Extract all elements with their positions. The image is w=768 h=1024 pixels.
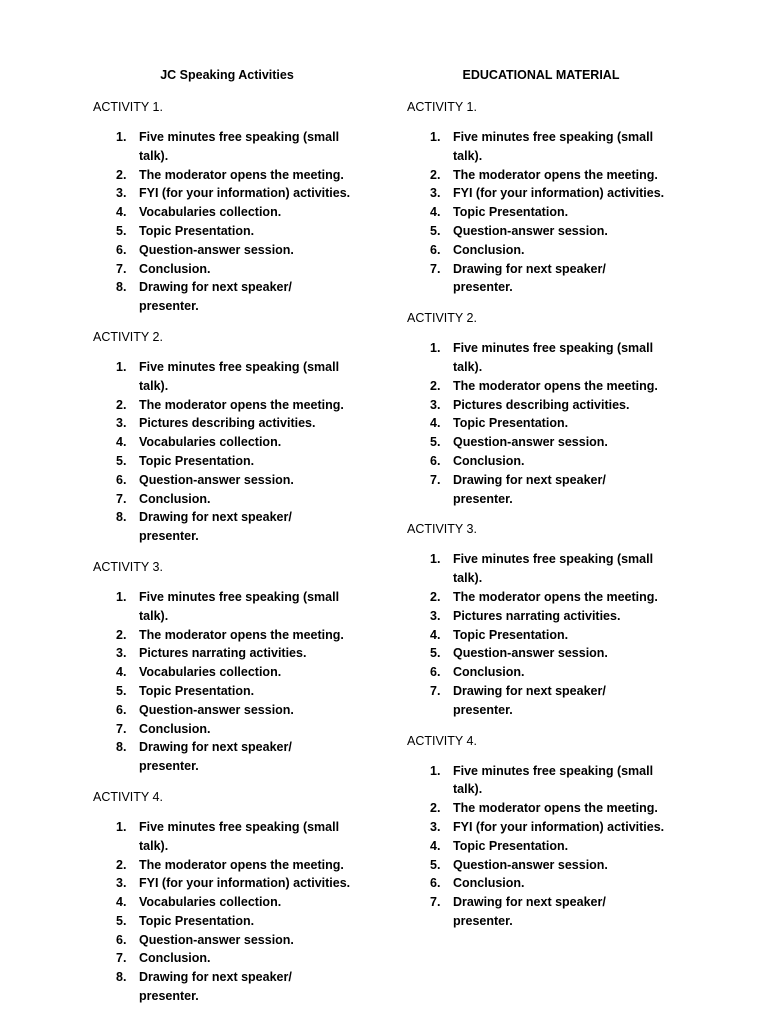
step-number: 4. <box>116 435 127 450</box>
step-text: Question-answer session. <box>453 646 608 661</box>
step-text: Drawing for next speaker/ presenter. <box>139 510 292 544</box>
step-number: 7. <box>430 895 441 910</box>
step-text: Vocabularies collection. <box>139 435 282 450</box>
step-number: 3. <box>116 416 127 431</box>
step-number: 3. <box>116 186 127 201</box>
list-item <box>93 644 393 663</box>
step-text: Five minutes free speaking (small talk). <box>139 589 340 623</box>
step-text: Question-answer session. <box>139 472 294 487</box>
activity-heading: ACTIVITY 3. <box>93 559 163 574</box>
list-item <box>93 260 393 279</box>
step-text: Conclusion. <box>139 951 211 966</box>
activity-section <box>93 98 393 316</box>
list-item <box>407 452 707 471</box>
step-text: The moderator opens the meeting. <box>453 801 658 816</box>
step-number: 4. <box>116 895 127 910</box>
step-number: 4. <box>116 665 127 680</box>
step-number: 2. <box>116 857 127 872</box>
list-item <box>93 414 393 433</box>
list-item <box>93 588 393 626</box>
step-number: 7. <box>116 721 127 736</box>
list-item <box>407 433 707 452</box>
step-text: Drawing for next speaker/ presenter. <box>453 472 606 506</box>
step-number: 3. <box>430 608 441 623</box>
step-text: Question-answer session. <box>139 932 294 947</box>
list-item <box>407 339 707 377</box>
list-item <box>407 874 707 893</box>
step-text: Conclusion. <box>453 665 525 680</box>
step-text: Question-answer session. <box>139 242 294 257</box>
step-number: 7. <box>116 951 127 966</box>
activity-steps-list <box>93 358 393 546</box>
list-item <box>407 550 707 588</box>
step-number: 3. <box>430 186 441 201</box>
list-item <box>407 166 707 185</box>
step-text: FYI (for your information) activities. <box>453 819 665 834</box>
step-text: Conclusion. <box>139 491 211 506</box>
step-text: Topic Presentation. <box>453 838 569 853</box>
step-text: The moderator opens the meeting. <box>139 627 344 642</box>
step-text: Topic Presentation. <box>139 913 255 928</box>
list-item <box>407 837 707 856</box>
list-item <box>407 607 707 626</box>
activity-steps-list <box>407 339 707 508</box>
step-text: Topic Presentation. <box>453 416 569 431</box>
step-number: 7. <box>430 261 441 276</box>
left-column-title: JC Speaking Activities <box>160 68 294 82</box>
step-text: Drawing for next speaker/ presenter. <box>453 683 606 717</box>
list-item <box>407 893 707 931</box>
list-item <box>93 471 393 490</box>
step-text: Vocabularies collection. <box>139 665 282 680</box>
step-text: Topic Presentation. <box>139 453 255 468</box>
step-text: The moderator opens the meeting. <box>139 397 344 412</box>
right-column <box>407 66 707 943</box>
step-number: 8. <box>116 280 127 295</box>
step-number: 2. <box>116 397 127 412</box>
step-text: Pictures describing activities. <box>453 397 630 412</box>
step-text: Five minutes free speaking (small talk). <box>453 552 654 586</box>
activity-heading: ACTIVITY 1. <box>93 100 163 114</box>
step-text: Topic Presentation. <box>139 223 255 238</box>
step-text: Question-answer session. <box>453 435 608 450</box>
step-number: 4. <box>430 627 441 642</box>
list-item <box>93 818 393 856</box>
step-number: 5. <box>430 223 441 238</box>
list-item <box>407 762 707 800</box>
step-text: Drawing for next speaker/ presenter. <box>139 740 292 774</box>
activity-steps-list <box>93 588 393 776</box>
step-number: 6. <box>116 702 127 717</box>
activity-section <box>93 558 393 776</box>
step-number: 1. <box>116 359 127 374</box>
list-item <box>407 222 707 241</box>
step-number: 6. <box>116 472 127 487</box>
list-item <box>93 490 393 509</box>
activity-heading: ACTIVITY 2. <box>93 329 163 344</box>
step-number: 5. <box>430 435 441 450</box>
step-text: The moderator opens the meeting. <box>139 857 344 872</box>
step-text: Drawing for next speaker/ presenter. <box>139 970 292 1004</box>
list-item <box>93 701 393 720</box>
list-item <box>93 433 393 452</box>
step-number: 1. <box>430 552 441 567</box>
step-number: 7. <box>116 491 127 506</box>
list-item <box>93 949 393 968</box>
step-text: Conclusion. <box>453 876 525 891</box>
list-item <box>407 260 707 298</box>
step-text: Question-answer session. <box>453 223 608 238</box>
activity-section <box>407 520 707 719</box>
step-text: FYI (for your information) activities. <box>139 876 351 891</box>
list-item <box>407 682 707 720</box>
list-item <box>407 818 707 837</box>
list-item <box>93 626 393 645</box>
step-number: 5. <box>116 453 127 468</box>
step-number: 5. <box>116 223 127 238</box>
step-number: 2. <box>430 589 441 604</box>
list-item <box>93 508 393 546</box>
step-number: 1. <box>116 589 127 604</box>
step-number: 1. <box>430 130 441 144</box>
step-number: 2. <box>116 167 127 182</box>
activity-steps-list <box>93 818 393 1006</box>
list-item <box>93 184 393 203</box>
step-text: FYI (for your information) activities. <box>139 186 351 201</box>
step-number: 8. <box>116 970 127 985</box>
list-item <box>93 912 393 931</box>
step-number: 7. <box>430 683 441 698</box>
list-item <box>93 874 393 893</box>
step-text: Drawing for next speaker/ presenter. <box>453 895 606 928</box>
step-text: The moderator opens the meeting. <box>453 378 658 393</box>
activity-heading: ACTIVITY 4. <box>407 733 477 748</box>
list-item <box>407 241 707 260</box>
activity-heading: ACTIVITY 2. <box>407 311 477 326</box>
activity-heading: ACTIVITY 1. <box>407 100 477 114</box>
list-item <box>407 644 707 663</box>
step-text: The moderator opens the meeting. <box>453 167 658 182</box>
list-item <box>407 588 707 607</box>
step-text: Question-answer session. <box>139 702 294 717</box>
activity-heading: ACTIVITY 4. <box>93 789 163 804</box>
step-text: Vocabularies collection. <box>139 895 282 910</box>
activity-section <box>407 309 707 508</box>
step-number: 8. <box>116 510 127 525</box>
list-item <box>93 203 393 222</box>
step-text: Topic Presentation. <box>139 683 255 698</box>
step-text: Five minutes free speaking (small talk). <box>453 763 654 797</box>
step-text: Pictures describing activities. <box>139 416 316 431</box>
step-text: Five minutes free speaking (small talk). <box>453 341 654 374</box>
activity-section <box>407 98 707 297</box>
activity-steps-list <box>407 128 707 297</box>
step-number: 3. <box>116 876 127 891</box>
step-number: 4. <box>430 838 441 853</box>
list-item <box>407 471 707 509</box>
activity-steps-list <box>407 550 707 719</box>
list-item <box>93 358 393 396</box>
list-item <box>407 396 707 415</box>
step-text: Conclusion. <box>453 453 525 468</box>
list-item <box>407 128 707 166</box>
step-number: 7. <box>430 472 441 487</box>
step-number: 6. <box>430 876 441 891</box>
left-activity-list <box>93 98 393 1006</box>
list-item <box>93 682 393 701</box>
left-column <box>93 66 393 1018</box>
step-text: The moderator opens the meeting. <box>453 589 658 604</box>
step-number: 5. <box>116 913 127 928</box>
step-number: 8. <box>116 740 127 755</box>
list-item <box>93 396 393 415</box>
step-number: 6. <box>116 932 127 947</box>
list-item <box>93 278 393 316</box>
step-text: Conclusion. <box>139 261 211 276</box>
step-text: The moderator opens the meeting. <box>139 167 344 182</box>
list-item <box>93 663 393 682</box>
step-number: 1. <box>430 341 441 356</box>
list-item <box>93 856 393 875</box>
activity-section <box>93 328 393 546</box>
step-number: 2. <box>430 801 441 816</box>
step-number: 5. <box>430 646 441 661</box>
list-item <box>407 856 707 875</box>
list-item <box>93 128 393 166</box>
step-number: 6. <box>116 242 127 257</box>
list-item <box>93 893 393 912</box>
step-text: Question-answer session. <box>453 857 608 872</box>
activity-steps-list <box>407 762 707 931</box>
step-number: 5. <box>430 857 441 872</box>
step-text: Five minutes free speaking (small talk). <box>139 130 340 163</box>
step-number: 4. <box>430 205 441 220</box>
step-text: Drawing for next speaker/ presenter. <box>453 261 606 295</box>
step-number: 1. <box>116 819 127 834</box>
step-text: FYI (for your information) activities. <box>453 186 665 201</box>
list-item <box>407 799 707 818</box>
list-item <box>93 452 393 471</box>
step-number: 3. <box>430 397 441 412</box>
list-item <box>93 968 393 1006</box>
list-item <box>407 377 707 396</box>
list-item <box>407 203 707 222</box>
list-item <box>407 663 707 682</box>
step-number: 2. <box>116 627 127 642</box>
step-text: Drawing for next speaker/ presenter. <box>139 280 292 314</box>
step-number: 6. <box>430 665 441 680</box>
step-number: 4. <box>116 205 127 220</box>
step-number: 3. <box>430 819 441 834</box>
step-number: 6. <box>430 453 441 468</box>
activity-heading: ACTIVITY 3. <box>407 522 477 537</box>
step-number: 7. <box>116 261 127 276</box>
step-text: Five minutes free speaking (small talk). <box>453 130 654 163</box>
step-text: Five minutes free speaking (small talk). <box>139 359 340 393</box>
step-number: 1. <box>430 763 441 778</box>
step-text: Topic Presentation. <box>453 627 569 642</box>
list-item <box>93 720 393 739</box>
step-text: Five minutes free speaking (small talk). <box>139 819 340 853</box>
step-text: Pictures narrating activities. <box>139 646 307 661</box>
step-number: 5. <box>116 683 127 698</box>
step-number: 4. <box>430 416 441 431</box>
step-number: 2. <box>430 167 441 182</box>
list-item <box>93 931 393 950</box>
step-text: Topic Presentation. <box>453 205 569 220</box>
list-item <box>93 166 393 185</box>
step-text: Conclusion. <box>139 721 211 736</box>
list-item <box>93 222 393 241</box>
list-item <box>407 626 707 645</box>
activity-steps-list <box>93 128 393 316</box>
right-activity-list <box>407 98 707 931</box>
right-column-title: EDUCATIONAL MATERIAL <box>462 68 620 82</box>
list-item <box>93 738 393 776</box>
list-item <box>407 414 707 433</box>
step-text: Conclusion. <box>453 242 525 257</box>
step-number: 3. <box>116 646 127 661</box>
step-number: 2. <box>430 378 441 393</box>
list-item <box>93 241 393 260</box>
step-number: 1. <box>116 130 127 144</box>
step-number: 6. <box>430 242 441 257</box>
list-item <box>407 184 707 203</box>
activity-section <box>407 732 707 931</box>
step-text: Pictures narrating activities. <box>453 608 621 623</box>
activity-section <box>93 788 393 1006</box>
step-text: Vocabularies collection. <box>139 205 282 220</box>
